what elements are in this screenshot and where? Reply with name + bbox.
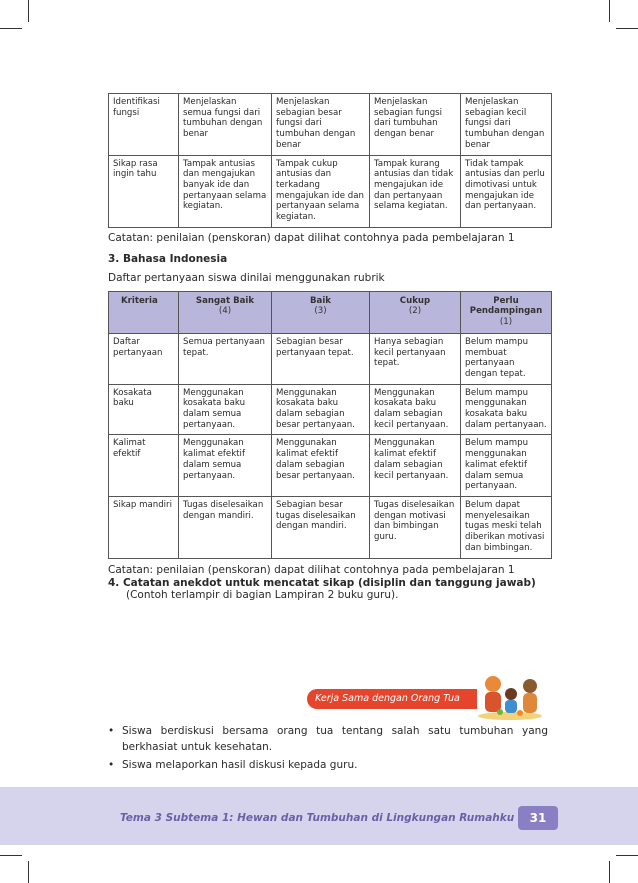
section-subtitle: Daftar pertanyaan siswa dinilai menggunakan rubrik xyxy=(108,271,385,284)
table-cell: Belum mampu membuat pertanyaan dengan tepat. xyxy=(461,333,552,384)
table-cell: Tampak cukup antusias dan terkadang mengajukan ide dan pertanyaan selama kegiatan. xyxy=(272,155,370,227)
list-item-text: Siswa melaporkan hasil diskusi kepada guru. xyxy=(122,759,358,771)
table-row xyxy=(109,94,552,156)
header-cell xyxy=(370,291,461,333)
header-cell xyxy=(461,291,552,333)
table-cell: Menjelaskan sebagian besar fungsi dari tumbuhan dengan benar xyxy=(272,94,370,156)
header-label: Perlu Pendampingan xyxy=(469,295,543,317)
table-row xyxy=(109,384,552,435)
crop-mark xyxy=(616,855,638,856)
header-cell xyxy=(109,291,179,333)
header-label: Cukup xyxy=(399,295,431,306)
header-label: Sangat Baik xyxy=(195,295,255,306)
section-subtitle: (Contoh terlampir di bagian Lampiran 2 buku guru). xyxy=(126,588,399,601)
note-text: Catatan: penilaian (penskoran) dapat dilihat contohnya pada pembelajaran 1 xyxy=(108,231,515,244)
header-label: Kriteria xyxy=(121,295,158,306)
criterion-cell: Sikap mandiri xyxy=(109,496,179,558)
table-cell: Menggunakan kalimat efektif dalam sebagian besar pertanyaan. xyxy=(272,435,370,497)
table-row xyxy=(109,333,552,384)
table-cell: Menggunakan kalimat efektif dalam semua pertanyaan. xyxy=(179,435,272,497)
header-row xyxy=(109,291,552,333)
crop-mark xyxy=(616,28,638,29)
family-illustration-icon xyxy=(475,672,545,720)
table-cell: Tugas diselesaikan dengan mandiri. xyxy=(179,496,272,558)
banner-label: Kerja Sama dengan Orang Tua xyxy=(307,689,477,709)
table-cell: Tampak kurang antusias dan tidak mengajukan ide dan pertanyaan selama kegiatan. xyxy=(370,155,461,227)
table-row xyxy=(109,155,552,227)
table-cell: Belum dapat menyelesaikan tugas meski telah diberikan motivasi dan bimbingan. xyxy=(461,496,552,558)
header-cell xyxy=(179,291,272,333)
top-rubric-table xyxy=(108,93,552,228)
table-cell: Hanya sebagian kecil pertanyaan tepat. xyxy=(370,333,461,384)
table-cell: Tampak antusias dan mengajukan banyak ide dan pertanyaan selama kegiatan. xyxy=(179,155,272,227)
note-text: Catatan: penilaian (penskoran) dapat dilihat contohnya pada pembelajaran 1 xyxy=(108,563,515,576)
table-cell: Menggunakan kalimat efektif dalam sebagian kecil pertanyaan. xyxy=(370,435,461,497)
table-cell: Menjelaskan semua fungsi dari tumbuhan dengan benar xyxy=(179,94,272,156)
bullet-dot-icon: • xyxy=(108,759,115,771)
header-score: (4) xyxy=(218,306,232,317)
crop-mark xyxy=(28,861,29,883)
page-number: 31 xyxy=(518,806,558,830)
table-cell: Tugas diselesaikan dengan motivasi dan bimbingan guru. xyxy=(370,496,461,558)
table-row xyxy=(109,435,552,497)
crop-mark xyxy=(28,0,29,22)
criterion-cell: Daftar pertanyaan xyxy=(109,333,179,384)
table-cell: Sebagian besar tugas diselesaikan dengan mandiri. xyxy=(272,496,370,558)
criterion-cell: Kosakata baku xyxy=(109,384,179,435)
header-score: (3) xyxy=(314,306,327,317)
bullet-list xyxy=(108,723,548,775)
table-cell: Menjelaskan sebagian fungsi dari tumbuhan dengan benar xyxy=(370,94,461,156)
criterion-cell: Identifikasi fungsi xyxy=(109,94,179,156)
header-score: (2) xyxy=(408,306,422,317)
section-title: 4. Catatan anekdot untuk mencatat sikap (disiplin dan tanggung jawab) xyxy=(108,576,536,589)
list-item xyxy=(108,757,548,773)
table-cell: Sebagian besar pertanyaan tepat. xyxy=(272,333,370,384)
table-cell: Menggunakan kosakata baku dalam semua pertanyaan. xyxy=(179,384,272,435)
table-cell: Menggunakan kosakata baku dalam sebagian besar pertanyaan. xyxy=(272,384,370,435)
bullet-dot-icon: • xyxy=(108,725,115,737)
table-cell: Menggunakan kosakata baku dalam sebagian kecil pertanyaan. xyxy=(370,384,461,435)
list-item xyxy=(108,723,548,755)
crop-mark xyxy=(0,855,22,856)
language-rubric-table xyxy=(108,291,552,559)
table-row xyxy=(109,496,552,558)
table-cell: Belum mampu menggunakan kalimat efektif dalam semua pertanyaan. xyxy=(461,435,552,497)
footer-title: Tema 3 Subtema 1: Hewan dan Tumbuhan di Lingkungan Rumahku xyxy=(120,812,515,824)
header-cell xyxy=(272,291,370,333)
criterion-cell: Sikap rasa ingin tahu xyxy=(109,155,179,227)
crop-mark xyxy=(609,0,610,22)
table-cell: Belum mampu menggunakan kosakata baku dalam pertanyaan. xyxy=(461,384,552,435)
header-score: (1) xyxy=(499,317,513,328)
table-cell: Semua pertanyaan tepat. xyxy=(179,333,272,384)
list-item-text: Siswa berdiskusi bersama orang tua tentang salah satu tumbuhan yang berkhasiat untuk kesehatan. xyxy=(122,725,548,753)
header-label: Baik xyxy=(309,295,331,306)
kerja-sama-banner xyxy=(307,672,543,720)
table-cell: Tidak tampak antusias dan perlu dimotivasi untuk mengajukan ide dan pertanyaan. xyxy=(461,155,552,227)
page-content xyxy=(108,93,551,601)
crop-mark xyxy=(0,28,22,29)
crop-mark xyxy=(609,861,610,883)
table-cell: Menjelaskan sebagian kecil fungsi dari tumbuhan dengan benar xyxy=(461,94,552,156)
section-title: 3. Bahasa Indonesia xyxy=(108,252,228,265)
criterion-cell: Kalimat efektif xyxy=(109,435,179,497)
